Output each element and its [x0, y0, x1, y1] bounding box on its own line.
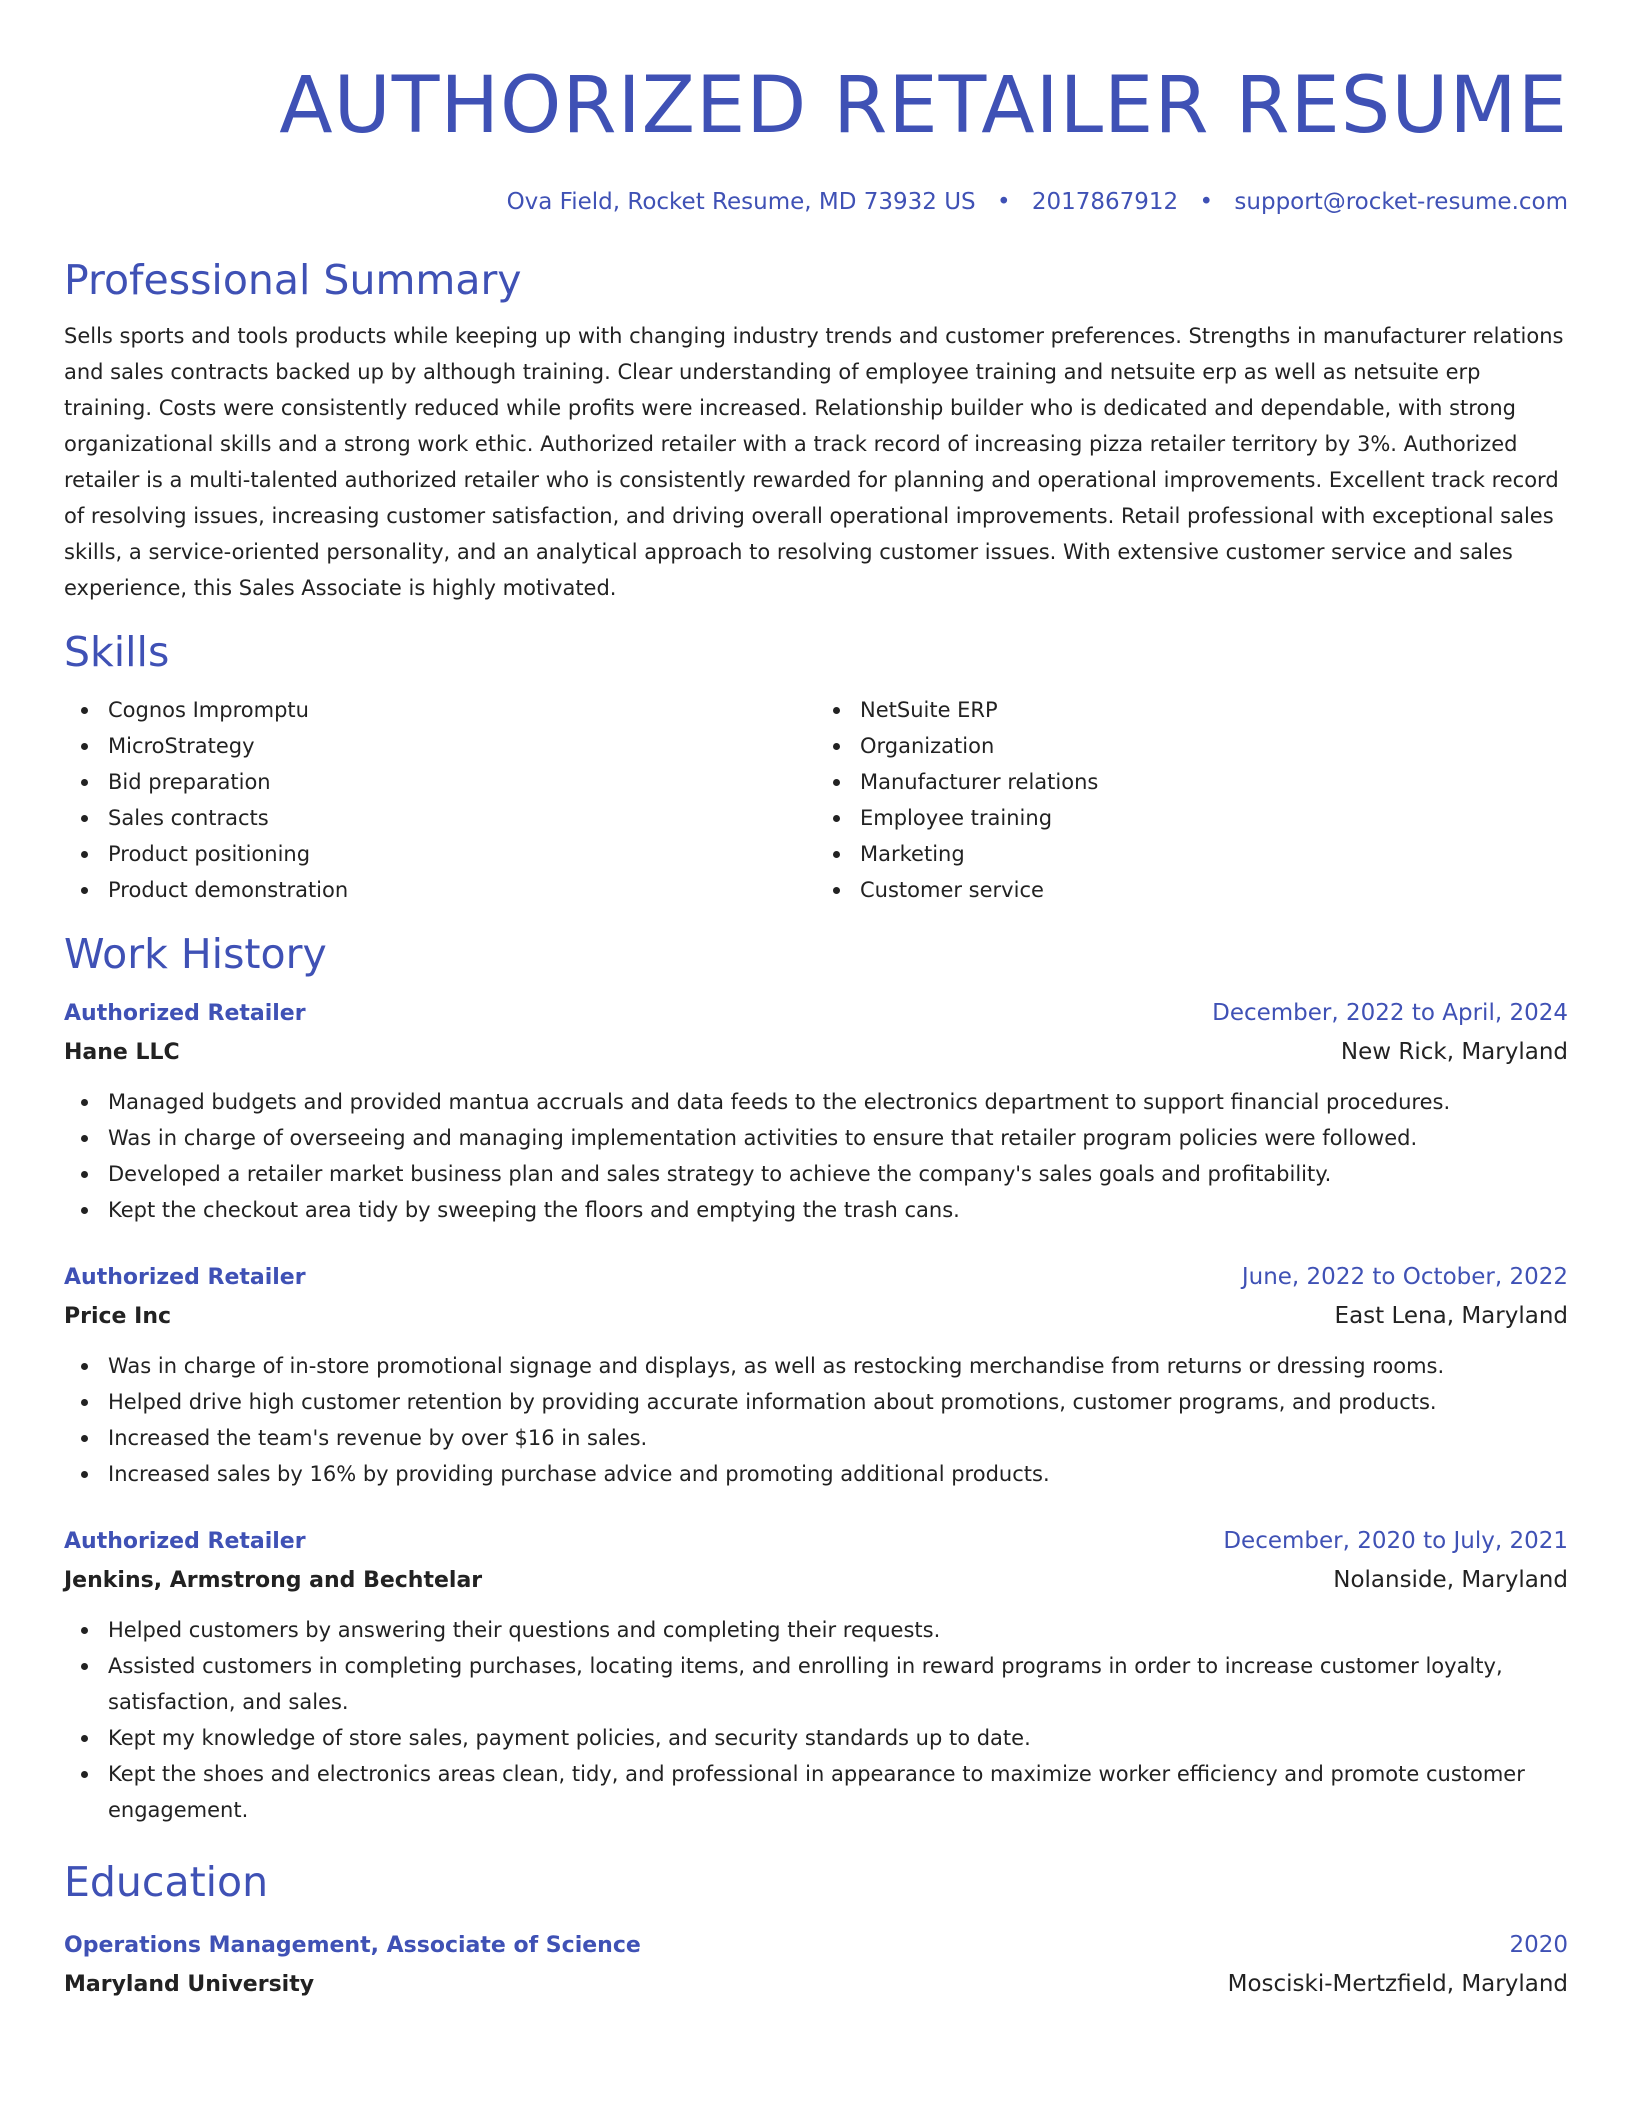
job-bullet: Managed budgets and provided mantua accruals and data feeds to the electronics department to support financial procedures. — [108, 1084, 1568, 1120]
skill-item: Product demonstration — [108, 872, 816, 908]
job-bullets — [64, 1084, 1568, 1228]
job-title: Authorized Retailer — [64, 1529, 306, 1554]
job-title: Authorized Retailer — [64, 1001, 306, 1026]
job-title-row — [64, 994, 1568, 1033]
contact-email: support@rocket-resume.com — [1234, 189, 1568, 215]
education-degree-row — [64, 1926, 1568, 1965]
skills-list-left — [64, 692, 816, 908]
skills-grid — [64, 692, 1568, 908]
skill-item: Employee training — [860, 800, 1568, 836]
job-bullet: Kept the shoes and electronics areas clean, tidy, and professional in appearance to maximize worker efficiency and promote customer engagement. — [108, 1756, 1568, 1828]
job-location: New Rick, Maryland — [1340, 1039, 1568, 1065]
education-year: 2020 — [1509, 1932, 1568, 1958]
job-title-row — [64, 1258, 1568, 1297]
job-entry — [64, 1522, 1568, 1828]
job-bullet: Increased sales by 16% by providing purchase advice and promoting additional products. — [108, 1456, 1568, 1492]
skill-item: Bid preparation — [108, 764, 816, 800]
contact-separator: • — [1199, 189, 1214, 215]
job-dates: June, 2022 to October, 2022 — [1241, 1264, 1568, 1290]
contact-phone: 2017867912 — [1031, 189, 1179, 215]
job-dates: December, 2020 to July, 2021 — [1223, 1528, 1568, 1554]
job-company-row — [64, 1033, 1568, 1072]
education-heading: Education — [64, 1858, 269, 1906]
skill-item: NetSuite ERP — [860, 692, 1568, 728]
job-company: Price Inc — [64, 1304, 172, 1329]
job-bullets — [64, 1612, 1568, 1828]
skill-item: Manufacturer relations — [860, 764, 1568, 800]
job-title-row — [64, 1522, 1568, 1561]
job-bullet: Was in charge of in-store promotional signage and displays, as well as restocking merchandise from returns or dressing rooms. — [108, 1348, 1568, 1384]
contact-separator: • — [996, 189, 1011, 215]
education-degree: Operations Management, Associate of Science — [64, 1933, 641, 1958]
job-company-row — [64, 1561, 1568, 1600]
resume-title: AUTHORIZED RETAILER RESUME — [279, 61, 1568, 151]
education-location: Mosciski-Mertzfield, Maryland — [1227, 1971, 1568, 1997]
job-entry — [64, 1258, 1568, 1492]
job-bullet: Helped customers by answering their questions and completing their requests. — [108, 1612, 1568, 1648]
contact-line — [64, 186, 1568, 218]
skills-list-right — [816, 692, 1568, 908]
job-bullet: Developed a retailer market business plan and sales strategy to achieve the company's sales goals and profitability. — [108, 1156, 1568, 1192]
job-bullet: Was in charge of overseeing and managing implementation activities to ensure that retailer program policies were followed. — [108, 1120, 1568, 1156]
summary-heading: Professional Summary — [64, 256, 522, 304]
job-entry — [64, 994, 1568, 1228]
education-school-row — [64, 1965, 1568, 2004]
job-bullet: Kept the checkout area tidy by sweeping the floors and emptying the trash cans. — [108, 1192, 1568, 1228]
contact-address: Ova Field, Rocket Resume, MD 73932 US — [506, 189, 976, 215]
skills-heading: Skills — [64, 628, 170, 676]
education-school: Maryland University — [64, 1972, 315, 1997]
job-title: Authorized Retailer — [64, 1265, 306, 1290]
skill-item: MicroStrategy — [108, 728, 816, 764]
job-company: Hane LLC — [64, 1040, 180, 1065]
job-dates: December, 2022 to April, 2024 — [1212, 1000, 1568, 1026]
education-entry — [64, 1926, 1568, 2004]
job-bullet: Helped drive high customer retention by providing accurate information about promotions, customer programs, and products. — [108, 1384, 1568, 1420]
skill-item: Customer service — [860, 872, 1568, 908]
skill-item: Sales contracts — [108, 800, 816, 836]
skill-item: Marketing — [860, 836, 1568, 872]
job-bullets — [64, 1348, 1568, 1492]
job-location: East Lena, Maryland — [1334, 1303, 1568, 1329]
job-location: Nolanside, Maryland — [1333, 1567, 1568, 1593]
job-bullet: Assisted customers in completing purchases, locating items, and enrolling in reward programs in order to increase customer loyalty, satisfaction, and sales. — [108, 1648, 1568, 1720]
skill-item: Cognos Impromptu — [108, 692, 816, 728]
summary-text: Sells sports and tools products while keeping up with changing industry trends and customer preferences. Strengths in manufacturer relations and sales contracts backed up by although training. Clear understanding of employee training and netsuite erp as well as netsuite erp training. Costs were consistently reduced while profits were increased. Relationship builder who is dedicated and dependable, with strong organizational skills and a strong work ethic. Authorized retailer with a track record of increasing pizza retailer territory by 3%. Authorized retailer is a multi-talented authorized retailer who is consistently rewarded for planning and operational improvements. Excellent track record of resolving issues, increasing customer satisfaction, and driving overall operational improvements. Retail professional with exceptional sales skills, a service-oriented personality, and an analytical approach to resolving customer issues. With extensive customer service and sales experience, this Sales Associate is highly motivated. — [64, 324, 1564, 600]
job-bullet: Kept my knowledge of store sales, payment policies, and security standards up to date. — [108, 1720, 1568, 1756]
skill-item: Product positioning — [108, 836, 816, 872]
job-company-row — [64, 1297, 1568, 1336]
job-company: Jenkins, Armstrong and Bechtelar — [64, 1568, 483, 1593]
skill-item: Organization — [860, 728, 1568, 764]
job-bullet: Increased the team's revenue by over $16 in sales. — [108, 1420, 1568, 1456]
work-history-heading: Work History — [64, 930, 327, 978]
